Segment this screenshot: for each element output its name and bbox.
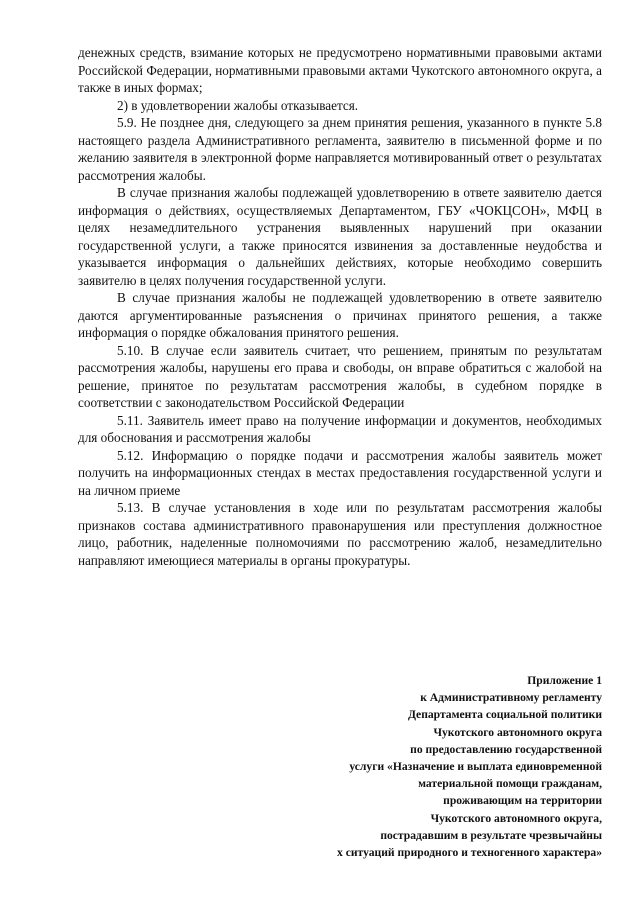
- paragraph-5-9: 5.9. Не позднее дня, следующего за днем принятия решения, указанного в пункте 5.8 настоящего раздела Административного регламента, заявителю в письменной форме и по желанию заявителя в электронной форме направляется мотивированный ответ о результатах рассмотрения жалобы.: [78, 115, 602, 183]
- paragraph-5-11: 5.11. Заявитель имеет право на получение информации и документов, необходимых для обоснования и рассмотрения жалобы: [78, 412, 602, 445]
- paragraph-5-12: 5.12. Информацию о порядке подачи и рассмотрения жалобы заявитель может получить на информационных стендах в местах предоставления государственной услуги и на личном приеме: [78, 447, 602, 498]
- appendix-line: материальной помощи гражданам,: [418, 777, 602, 791]
- paragraph-5-10: 5.10. В случае если заявитель считает, что решением, принятым по результатам рассмотрения жалобы, нарушены его права и свободы, он вправе обратиться с жалобой на решение, принятое по результатам рассмотрения жалобы, в судебном порядке в соответствии с законодательством Российской Федерации: [78, 342, 602, 410]
- appendix-line: по предоставлению государственной: [410, 742, 602, 756]
- appendix-line: Чукотского автономного округа: [433, 725, 602, 739]
- paragraph-item-2: 2) в удовлетворении жалобы отказывается.: [117, 97, 359, 113]
- body-text: [78, 44, 602, 569]
- paragraph-5-13: 5.13. В случае установления в ходе или по результатам рассмотрения жалобы признаков состава административного правонарушения или преступления должностное лицо, работник, наделенные полномочиями по рассмотрению жалоб, незамедлительно направляют имеющиеся материалы в органы прокуратуры.: [78, 500, 602, 568]
- appendix-line: пострадавшим в результате чрезвычайны: [380, 828, 602, 842]
- appendix-title: Приложение 1: [527, 674, 602, 687]
- appendix-line: Чукотского автономного округа,: [430, 811, 602, 825]
- appendix-line: Департамента социальной политики: [407, 708, 602, 722]
- appendix-line: к Административному регламенту: [420, 691, 602, 705]
- appendix-line: х ситуаций природного и техногенного характера»: [337, 846, 602, 860]
- appendix-line: проживающим на территории: [443, 794, 602, 808]
- paragraph-continuation: денежных средств, взимание которых не предусмотрено нормативными правовыми актами Российской Федерации, нормативными правовыми актами Чукотского автономного округа, а также в иных формах;: [78, 45, 602, 95]
- appendix-line: услуги «Назначение и выплата единовременной: [349, 760, 602, 774]
- appendix-header: [272, 672, 602, 861]
- paragraph-unsatisfied-complaint: В случае признания жалобы не подлежащей удовлетворению в ответе заявителю даются аргументированные разъяснения о причинах принятого решения, а также информация о порядке обжалования принятого решения.: [78, 290, 602, 340]
- paragraph-satisfied-complaint: В случае признания жалобы подлежащей удовлетворению в ответе заявителю дается информация о действиях, осуществляемых Департаментом, ГБУ «ЧОКЦСОН», МФЦ в целях незамедлительного устранения выявленных нарушений при оказании государственной услуги, а также приносятся извинения за доставленные неудобства и указывается информация о дальнейших действиях, которые необходимо совершить заявителю в целях получения государственной услуги.: [78, 185, 602, 288]
